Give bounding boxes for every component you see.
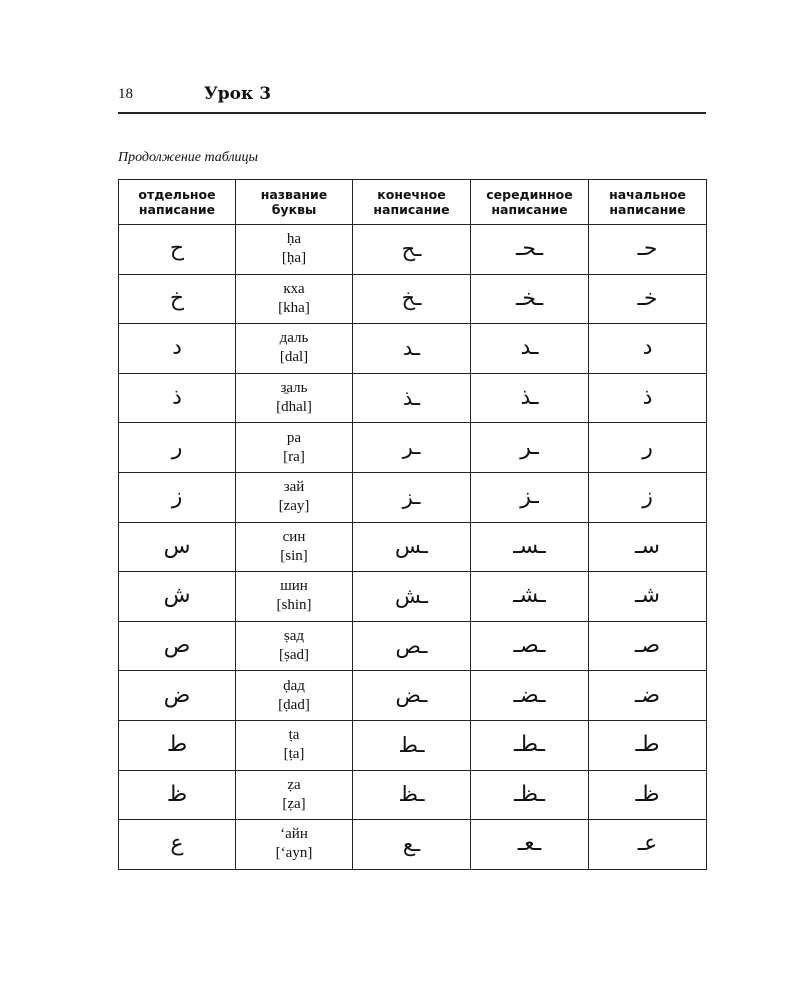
isolated-form-cell xyxy=(119,324,236,374)
isolated-form-cell xyxy=(119,472,236,522)
medial-form-cell-glyph: ـحـ xyxy=(515,236,544,262)
initial-form-cell-glyph: طـ xyxy=(635,732,660,758)
isolated-form-cell-glyph: ط xyxy=(166,732,188,758)
column-header-medial: серединное написание xyxy=(471,180,589,225)
medial-form-cell-glyph: ـظـ xyxy=(514,781,545,807)
final-form-cell-glyph: ـز xyxy=(402,484,421,509)
table-row xyxy=(119,820,707,870)
table-row xyxy=(119,720,707,770)
table-row xyxy=(119,770,707,820)
letter-name-cell xyxy=(236,770,353,820)
initial-form-cell xyxy=(589,423,707,473)
letter-transliteration: [ḥa] xyxy=(281,250,307,267)
letter-name: ẓа xyxy=(287,776,301,793)
letter-name-cell xyxy=(236,225,353,275)
medial-form-cell xyxy=(471,720,589,770)
final-form-cell-glyph: ـر xyxy=(402,435,421,460)
initial-form-cell-glyph: خـ xyxy=(637,285,658,311)
letter-transliteration: [sin] xyxy=(280,547,308,564)
medial-form-cell xyxy=(471,522,589,572)
final-form-cell-glyph: ـذ xyxy=(402,385,421,410)
medial-form-cell-glyph: ـسـ xyxy=(513,533,546,559)
initial-form-cell xyxy=(589,671,707,721)
isolated-form-cell-glyph: ش xyxy=(163,583,191,609)
isolated-form-cell-glyph: ظ xyxy=(166,781,188,807)
medial-form-cell-glyph: ـطـ xyxy=(514,732,545,758)
letter-name: ʻайн xyxy=(280,826,308,843)
medial-form-cell xyxy=(471,274,589,324)
medial-form-cell-glyph: ـخـ xyxy=(515,285,544,311)
initial-form-cell-glyph: عـ xyxy=(637,831,658,857)
letter-transliteration: [ṭa] xyxy=(283,746,305,763)
final-form-cell xyxy=(353,274,471,324)
initial-form-cell-glyph: شـ xyxy=(635,583,660,609)
letter-name: кха xyxy=(283,280,305,297)
letter-transliteration: [shin] xyxy=(276,597,312,614)
medial-form-cell xyxy=(471,225,589,275)
medial-form-cell xyxy=(471,671,589,721)
medial-form-cell xyxy=(471,423,589,473)
initial-form-cell xyxy=(589,522,707,572)
initial-form-cell xyxy=(589,770,707,820)
letter-name: ṭа xyxy=(288,727,300,744)
initial-form-cell-glyph: حـ xyxy=(637,236,658,262)
letter-transliteration: [ẓa] xyxy=(282,795,306,812)
letter-name-cell xyxy=(236,522,353,572)
table-row xyxy=(119,572,707,622)
letter-name: даль xyxy=(279,330,309,347)
isolated-form-cell-glyph: ذ xyxy=(172,385,182,411)
table-header-row xyxy=(119,180,707,225)
letter-name-cell xyxy=(236,820,353,870)
final-form-cell xyxy=(353,621,471,671)
isolated-form-cell-glyph: ض xyxy=(163,682,191,708)
letter-transliteration: [ṣad] xyxy=(279,647,309,664)
initial-form-cell xyxy=(589,225,707,275)
column-header-name: название буквы xyxy=(236,180,353,225)
table-row xyxy=(119,472,707,522)
final-form-cell xyxy=(353,671,471,721)
final-form-cell xyxy=(353,770,471,820)
letter-name: ḥа xyxy=(286,231,302,248)
isolated-form-cell-glyph: ر xyxy=(171,434,183,460)
isolated-form-cell xyxy=(119,423,236,473)
initial-form-cell-glyph: سـ xyxy=(635,533,660,559)
letter-name-cell xyxy=(236,671,353,721)
final-form-cell-glyph: ـص xyxy=(395,633,428,658)
isolated-form-cell xyxy=(119,522,236,572)
medial-form-cell xyxy=(471,472,589,522)
letter-name: з̱аль xyxy=(280,380,308,397)
initial-form-cell xyxy=(589,324,707,374)
final-form-cell-glyph: ـح xyxy=(401,236,422,261)
medial-form-cell-glyph: ـشـ xyxy=(513,583,546,609)
medial-form-cell-glyph: ـز xyxy=(520,484,539,510)
letter-name-cell xyxy=(236,572,353,622)
medial-form-cell-glyph: ـصـ xyxy=(513,633,546,659)
initial-form-cell-glyph: د xyxy=(642,335,653,361)
final-form-cell-glyph: ـس xyxy=(395,534,428,559)
letter-transliteration: [ʻayn] xyxy=(275,845,313,862)
letter-transliteration: [zay] xyxy=(278,498,310,515)
final-form-cell xyxy=(353,225,471,275)
letter-name-cell xyxy=(236,423,353,473)
column-header-final: конечное написание xyxy=(353,180,471,225)
letter-name: зай xyxy=(283,479,305,496)
final-form-cell-glyph: ـد xyxy=(402,335,421,360)
letter-name: ра xyxy=(286,429,302,446)
page-header xyxy=(118,84,706,114)
isolated-form-cell-glyph: د xyxy=(172,335,182,361)
initial-form-cell xyxy=(589,373,707,423)
table-caption: Продолжение таблицы xyxy=(118,150,259,165)
isolated-form-cell-glyph: ز xyxy=(171,484,183,510)
final-form-cell xyxy=(353,472,471,522)
isolated-form-cell xyxy=(119,671,236,721)
table-row xyxy=(119,522,707,572)
table-row xyxy=(119,671,707,721)
table-row xyxy=(119,274,707,324)
medial-form-cell xyxy=(471,572,589,622)
isolated-form-cell-glyph: خ xyxy=(169,285,185,311)
initial-form-cell-glyph: صـ xyxy=(634,633,661,659)
initial-form-cell xyxy=(589,820,707,870)
isolated-form-cell-glyph: س xyxy=(163,533,191,559)
medial-form-cell xyxy=(471,820,589,870)
letter-transliteration: [kha] xyxy=(278,299,310,316)
isolated-form-cell-glyph: ص xyxy=(163,633,191,659)
final-form-cell xyxy=(353,572,471,622)
arabic-letters-table xyxy=(118,179,707,870)
initial-form-cell xyxy=(589,572,707,622)
column-header-initial: начальное написание xyxy=(589,180,707,225)
initial-form-cell xyxy=(589,720,707,770)
isolated-form-cell xyxy=(119,274,236,324)
letter-name-cell xyxy=(236,324,353,374)
medial-form-cell-glyph: ـعـ xyxy=(517,831,542,857)
column-header-isolated: отдельное написание xyxy=(119,180,236,225)
letter-name-cell xyxy=(236,621,353,671)
letter-name: син xyxy=(282,528,306,545)
final-form-cell-glyph: ـخ xyxy=(401,286,422,311)
final-form-cell xyxy=(353,720,471,770)
final-form-cell-glyph: ـط xyxy=(398,732,425,757)
page-number: 18 xyxy=(118,86,133,102)
isolated-form-cell xyxy=(119,621,236,671)
final-form-cell-glyph: ـش xyxy=(395,583,428,608)
initial-form-cell-glyph: ذ xyxy=(642,385,653,411)
isolated-form-cell-glyph: ح xyxy=(169,236,185,262)
medial-form-cell xyxy=(471,770,589,820)
letter-transliteration: [dhal] xyxy=(276,399,312,416)
isolated-form-cell xyxy=(119,373,236,423)
final-form-cell xyxy=(353,324,471,374)
isolated-form-cell xyxy=(119,720,236,770)
table-row xyxy=(119,373,707,423)
isolated-form-cell xyxy=(119,770,236,820)
final-form-cell-glyph: ـع xyxy=(402,831,421,856)
initial-form-cell xyxy=(589,472,707,522)
final-form-cell-glyph: ـظ xyxy=(398,782,425,807)
isolated-form-cell xyxy=(119,225,236,275)
isolated-form-cell xyxy=(119,572,236,622)
final-form-cell-glyph: ـض xyxy=(395,683,428,708)
medial-form-cell-glyph: ـضـ xyxy=(513,682,546,708)
medial-form-cell-glyph: ـد xyxy=(520,335,539,361)
medial-form-cell xyxy=(471,621,589,671)
letter-name: шин xyxy=(280,578,308,595)
medial-form-cell xyxy=(471,373,589,423)
letter-transliteration: [ḍad] xyxy=(278,696,310,713)
medial-form-cell-glyph: ـر xyxy=(520,434,539,460)
initial-form-cell xyxy=(589,621,707,671)
letter-name-cell xyxy=(236,720,353,770)
isolated-form-cell xyxy=(119,820,236,870)
table-row xyxy=(119,621,707,671)
final-form-cell xyxy=(353,373,471,423)
initial-form-cell-glyph: ر xyxy=(642,434,653,460)
letter-name-cell xyxy=(236,274,353,324)
table-row xyxy=(119,324,707,374)
letter-name-cell xyxy=(236,472,353,522)
letter-transliteration: [ra] xyxy=(283,448,305,465)
letter-name: ṣад xyxy=(283,628,305,645)
medial-form-cell-glyph: ـذ xyxy=(520,385,539,411)
initial-form-cell-glyph: ظـ xyxy=(635,781,660,807)
letter-name-cell xyxy=(236,373,353,423)
final-form-cell xyxy=(353,423,471,473)
letter-transliteration: [dal] xyxy=(279,349,309,366)
medial-form-cell xyxy=(471,324,589,374)
letter-name: ḍад xyxy=(283,677,305,694)
final-form-cell xyxy=(353,522,471,572)
table-row xyxy=(119,423,707,473)
isolated-form-cell-glyph: ع xyxy=(170,831,184,857)
lesson-title: Урок 3 xyxy=(204,84,272,104)
initial-form-cell xyxy=(589,274,707,324)
initial-form-cell-glyph: ز xyxy=(642,484,653,510)
table-row xyxy=(119,225,707,275)
initial-form-cell-glyph: ضـ xyxy=(634,682,661,708)
final-form-cell xyxy=(353,820,471,870)
